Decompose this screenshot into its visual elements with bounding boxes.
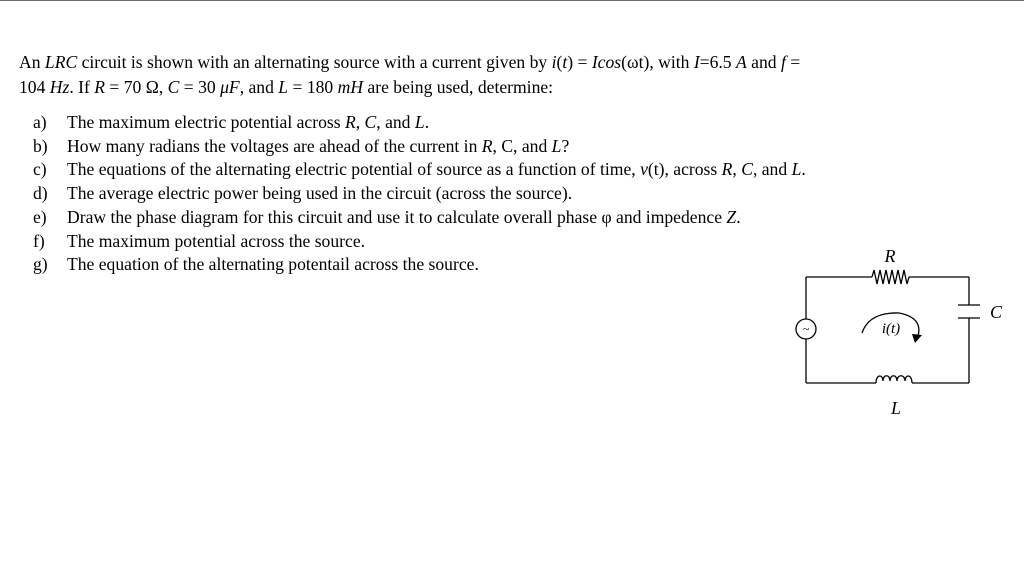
problem-statement-line-1: An LRC circuit is shown with an alternating source with a current given by i(t) = Icos(ωt), with I=6.5 A and f = xyxy=(19,52,801,72)
question-marker: b) xyxy=(33,135,48,156)
question-f xyxy=(33,230,806,254)
current-arrow-head xyxy=(912,334,922,343)
question-g xyxy=(33,253,806,277)
question-text: The equations of the alternating electric potential of source as a function of time, v(t), across R, C, and L. xyxy=(67,159,806,180)
current-label: i(t) xyxy=(881,321,901,337)
question-d xyxy=(33,182,806,206)
ac-source-symbol: ~ xyxy=(802,322,810,336)
question-list xyxy=(33,111,806,277)
question-text: The maximum potential across the source. xyxy=(67,230,366,251)
question-text: The maximum electric potential across R, C, and L. xyxy=(67,112,430,132)
resistor-zigzag xyxy=(872,270,909,284)
problem-statement-line-2: 104 Hz. If R = 70 Ω, C = 30 μF, and L = 180 mH are being used, determine: xyxy=(19,77,554,97)
question-marker: d) xyxy=(33,183,48,204)
capacitor-label: C xyxy=(989,302,1003,322)
question-marker: g) xyxy=(33,254,48,275)
problem-statement xyxy=(19,50,969,100)
question-marker: f) xyxy=(33,230,45,251)
question-a xyxy=(33,111,806,135)
question-c xyxy=(33,158,806,182)
question-text: Draw the phase diagram for this circuit and use it to calculate overall phase φ and impedence Z. xyxy=(67,206,741,227)
capacitor-plates xyxy=(958,305,980,318)
question-marker: e) xyxy=(33,206,47,227)
top-border-line xyxy=(0,0,1024,1)
inductor-coil xyxy=(876,376,912,383)
question-marker: a) xyxy=(33,112,47,132)
resistor-label: R xyxy=(884,246,896,266)
question-text: The equation of the alternating potentail across the source. xyxy=(67,254,479,275)
lrc-circuit-diagram xyxy=(785,236,1024,426)
question-b xyxy=(33,135,806,159)
inductor-label: L xyxy=(890,398,902,418)
question-e xyxy=(33,206,806,230)
question-text: How many radians the voltages are ahead of the current in R, C, and L? xyxy=(67,135,570,156)
question-text: The average electric power being used in the circuit (across the source). xyxy=(67,183,573,204)
question-marker: c) xyxy=(33,159,47,180)
